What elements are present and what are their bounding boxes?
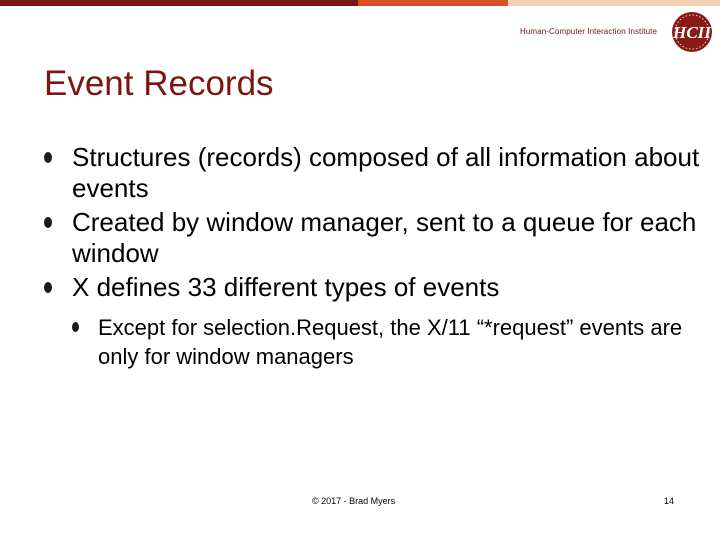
sub-bullet-list [72,313,704,371]
bullet-text: Structures (records) composed of all information about events [72,142,700,203]
bullet-list [44,142,704,374]
top-bar-peach-segment [508,0,720,6]
bullet-item [44,142,704,204]
bullet-text: Created by window manager, sent to a queue for each window [72,207,697,268]
top-color-bar [0,0,720,6]
footer-copyright: © 2017 - Brad Myers [312,496,396,506]
sub-bullet-dot-icon [72,322,79,332]
slide-title: Event Records [44,64,274,103]
bullet-dot-icon [44,217,52,228]
bullet-item [44,207,704,269]
hcii-logo-icon [671,11,713,53]
bullet-dot-icon [44,282,52,293]
top-bar-dark-red-segment [0,0,358,6]
bullet-text: X defines 33 different types of events [72,272,500,302]
logo-lettering: HCII [673,23,711,42]
institute-name: Human-Computer Interaction Institute [520,27,657,36]
bullet-item [44,272,704,371]
sub-bullet-text: Except for selection.Request, the X/11 “*request” events are only for window managers [98,315,683,369]
sub-bullet-item [72,313,704,371]
top-bar-orange-segment [358,0,508,6]
page-number: 14 [664,496,675,506]
bullet-dot-icon [44,152,52,163]
